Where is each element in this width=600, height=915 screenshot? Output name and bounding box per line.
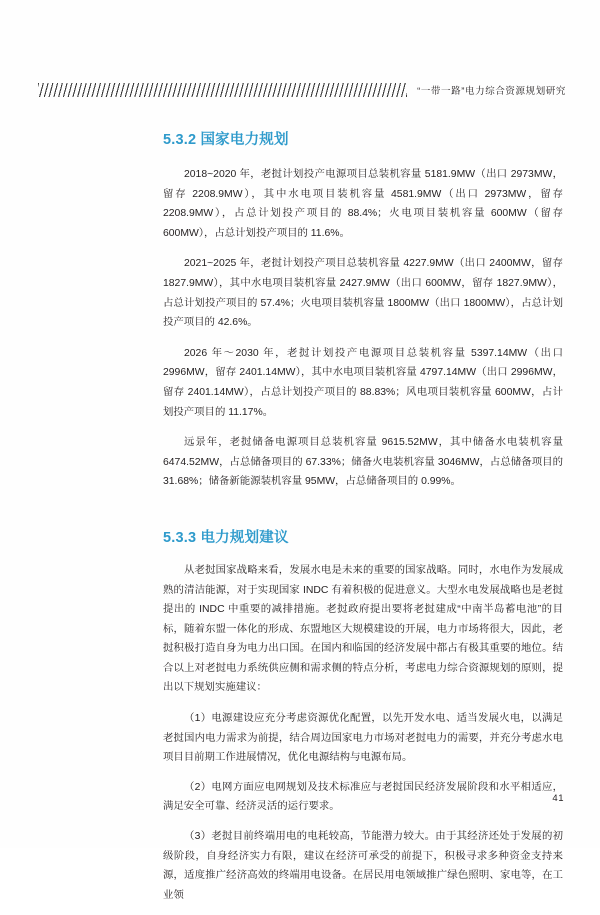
page-header bbox=[38, 78, 566, 102]
paragraph: 2026 年～2030 年，老挝计划投产电源项目总装机容量 5397.14MW（出口 2996MW，留存 2401.14MW），其中水电项目装机容量 4797.14MW（出口 2996MW，留存 2401.14MW），占总计划投产项目的 88.83%；风电项目装机容量 600MW，占计划投产项目的 11.17%。 bbox=[163, 347, 563, 418]
paragraph: 从老挝国家战略来看，发展水电是未来的重要的国家战略。同时，水电作为发展成熟的清洁能源，对于实现国家 INDC 有着积极的促进意义。大型水电发展战略也是老挝提出的 INDC 中重要的减排措施。老挝政府提出要将老挝建成“中南半岛蓄电池”的目标，随着东盟一体化的形成、东盟地区大规模建设的开展，电力市场将很大，因此，老挝积极打造自身为电力出口国。在国内和临国的经济发展中都占有极其重要的地位。结合以上对老挝电力系统供应侧和需求侧的特点分析，考虑电力综合资源规划的原则，提出以下规划实施建议： bbox=[163, 564, 563, 694]
header-title: “一带一路”电力综合资源规划研究 bbox=[417, 86, 566, 97]
paragraph: 2018~2020 年，老挝计划投产电源项目总装机容量 5181.9MW（出口 2973MW，留存 2208.9MW），其中水电项目装机容量 4581.9MW（出口 2973MW，留存 2208.9MW），占总计划投产项目的 88.4%；火电项目装机容量 600MW（留存 600MW），占总计划投产项目的 11.6%。 bbox=[163, 169, 563, 239]
paragraph: （1）电源建设应充分考虑资源优化配置，以先开发水电、适当发展火电，以满足老挝国内电力需求为前提，结合周边国家电力市场对老挝电力的需要，并充分考虑水电项目目前期工作进展情况，优化电源结构与电源布局。 bbox=[163, 713, 563, 764]
page-content bbox=[163, 128, 563, 915]
paragraph: 2021~2025 年，老挝计划投产项目总装机容量 4227.9MW（出口 2400MW，留存 1827.9MW），其中水电项目装机容量 2427.9MW（出口 600MW，留存 1827.9MW），占总计划投产项目的 57.4%；火电项目装机容量 1800MW（出口 1800MW），占总计划投产项目的 42.6%。 bbox=[163, 258, 563, 329]
paragraph: 远景年，老挝储备电源项目总装机容量 9615.52MW，其中储备水电装机容量 6474.52MW，占总储备项目的 67.33%；储备火电装机容量 3046MW，占总储备项目的 31.68%；储备新能源装机容量 95MW，占总储备项目的 0.99%。 bbox=[163, 437, 563, 488]
header-hatch-rule bbox=[38, 83, 407, 97]
section-heading-5-3-3: 5.3.3 电力规划建议 bbox=[163, 529, 289, 546]
paragraph: （3）老挝目前终端用电的电耗较高，节能潜力较大。由于其经济还处于发展的初级阶段，自身经济实力有限，建议在经济可承受的前提下，积极寻求多种资金支持来源，适度推广经济高效的终端用电设备。在居民用电领域推广绿色照明、家电等，在工业领 bbox=[163, 831, 563, 901]
paragraph: （2）电网方面应电网规划及技术标准应与老挝国民经济发展阶段和水平相适应，满足安全可靠、经济灵活的运行要求。 bbox=[163, 781, 563, 813]
section-heading-5-3-2: 5.3.2 国家电力规划 bbox=[163, 132, 289, 148]
page-number: 41 bbox=[552, 793, 564, 804]
